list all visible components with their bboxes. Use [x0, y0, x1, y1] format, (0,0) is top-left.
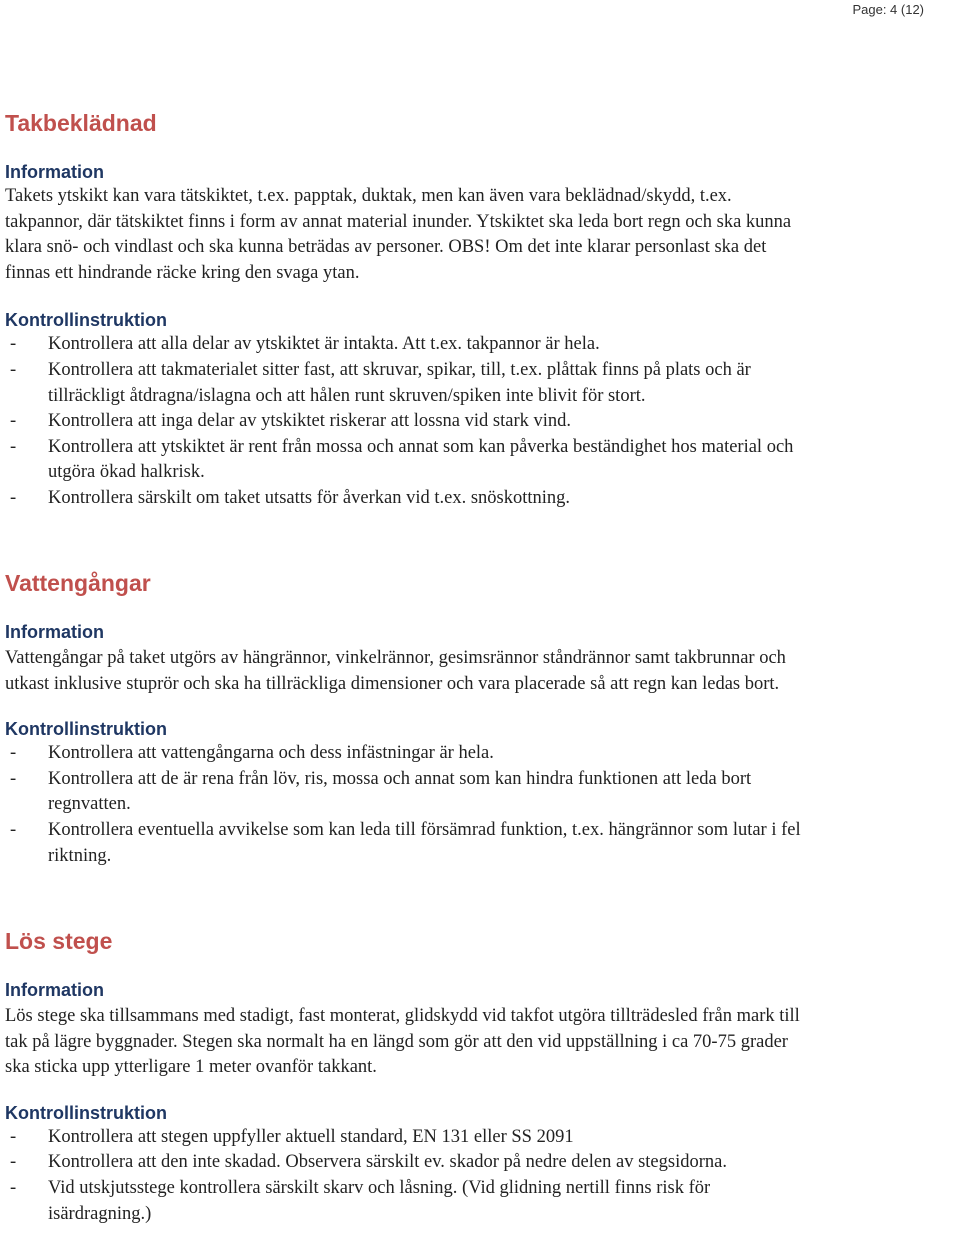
text-line: Vattengångar på taket utgörs av hängrännor, vinkelrännor, gesimsrännor ståndrännor samt takbrunnar och — [5, 648, 786, 668]
control-list — [5, 332, 960, 511]
information-text — [5, 1004, 960, 1081]
section-vattengangar — [5, 568, 960, 869]
section-los-stege — [5, 926, 960, 1227]
control-heading: Kontrollinstruktion — [5, 310, 167, 331]
information-text — [5, 184, 960, 286]
list-item: - Kontrollera att de är rena från löv, ris, mossa och annat som kan hindra funktionen att leda bort regnvatten. — [10, 768, 752, 815]
text-line: ska sticka upp ytterligare 1 meter ovanför takkant. — [5, 1057, 377, 1078]
information-heading: Information — [5, 622, 104, 642]
text-line: Takets ytskikt kan vara tätskiktet, t.ex. papptak, duktak, men kan även vara beklädnad/skydd, t.ex. — [5, 186, 732, 206]
section-title: Takbeklädnad — [5, 110, 157, 136]
text-line: tak på lägre byggnader. Stegen ska normalt ha en längd som gör att den vid uppställning i ca 70-75 grader — [5, 1031, 788, 1052]
list-item: - Kontrollera att takmaterialet sitter fast, att skruvar, spikar, till, t.ex. plåttak finns på plats och är tillräckligt åtdragna/islagna och att hålen runt skruven/spiken inte blivit för stort. — [10, 359, 751, 406]
list-item: - Vid utskjutsstege kontrollera särskilt skarv och låsning. (Vid glidning nertill finns risk för isärdragning.) — [10, 1177, 711, 1224]
list-item: - Kontrollera särskilt om taket utsatts för åverkan vid t.ex. snöskottning. — [10, 487, 571, 508]
text-line: Lös stege ska tillsammans med stadigt, fast monterat, glidskydd vid takfot utgöra tillträdesled från mark till — [5, 1006, 800, 1026]
section-title: Lös stege — [5, 928, 113, 954]
section-title: Vattengångar — [5, 570, 151, 596]
list-item: - Kontrollera att vattengångarna och dess infästningar är hela. — [10, 743, 494, 764]
information-heading: Information — [5, 980, 104, 1000]
control-list — [5, 741, 960, 869]
control-heading: Kontrollinstruktion — [5, 719, 167, 740]
list-item: - Kontrollera att ytskiktet är rent från mossa och annat som kan påverka beständighet hos material och utgöra ökad halkrisk. — [10, 436, 794, 483]
list-item: - Kontrollera att inga delar av ytskiktet riskerar att lossna vid stark vind. — [10, 411, 571, 432]
list-item: - Kontrollera att alla delar av ytskiktet är intakta. Att t.ex. takpannor är hela. — [10, 334, 600, 355]
information-text — [5, 646, 960, 697]
list-item: - Kontrollera att den inte skadad. Observera särskilt ev. skador på nedre delen av stegsidorna. — [10, 1152, 727, 1173]
list-item: - Kontrollera eventuella avvikelse som kan leda till försämrad funktion, t.ex. hängrännor som lutar i fel riktning. — [10, 819, 801, 866]
information-heading: Information — [5, 162, 104, 182]
page-number-label: Page: 4 (12) — [852, 2, 924, 17]
control-list — [5, 1125, 960, 1227]
control-heading: Kontrollinstruktion — [5, 1102, 167, 1123]
text-line: takpannor, där tätskiktet finns i form av annat material inunder. Ytskiktet ska leda bort regn och ska kunna — [5, 211, 792, 232]
text-line: klara snö- och vindlast och ska kunna beträdas av personer. OBS! Om det inte klarar personlast ska det — [5, 237, 767, 258]
list-item: - Kontrollera att stegen uppfyller aktuell standard, EN 131 eller SS 2091 — [10, 1126, 574, 1147]
text-line: finnas ett hindrande räcke kring den svaga ytan. — [5, 262, 360, 283]
section-takbekladnad — [5, 108, 960, 512]
text-line: utkast inklusive stuprör och ska ha tillräckliga dimensioner och vara placerade så att regn kan ledas bort. — [5, 673, 780, 694]
